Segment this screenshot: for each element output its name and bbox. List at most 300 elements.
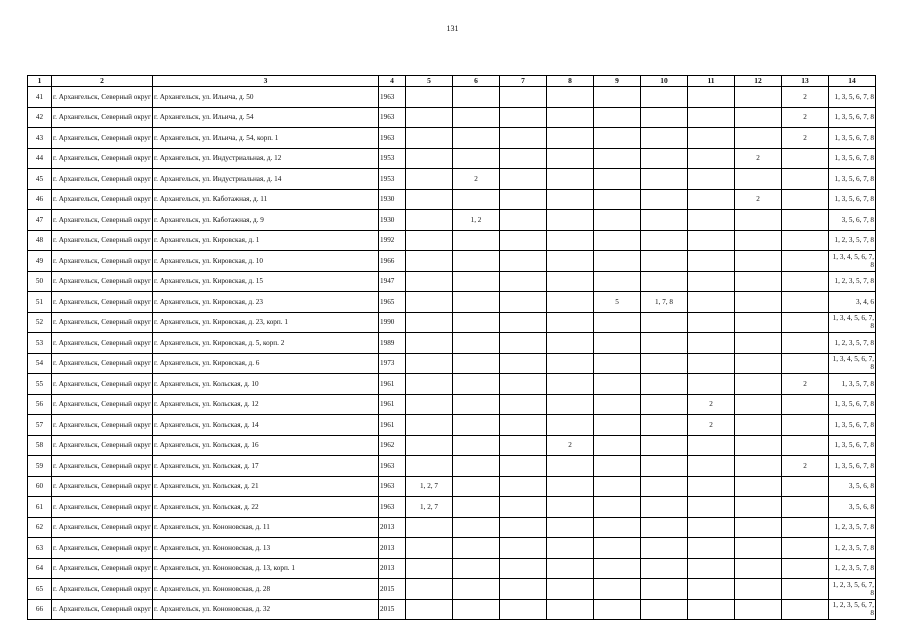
col5-cell bbox=[406, 579, 453, 600]
col12-cell bbox=[735, 558, 782, 579]
col5-cell: 1, 2, 7 bbox=[406, 497, 453, 518]
row-number: 60 bbox=[28, 476, 52, 497]
table-row bbox=[28, 148, 876, 169]
col13-cell bbox=[782, 476, 829, 497]
district-cell: г. Архангельск, Северный округ bbox=[52, 374, 153, 395]
col7-cell bbox=[500, 169, 547, 190]
column-header-9: 9 bbox=[594, 76, 641, 87]
year-cell: 1992 bbox=[379, 230, 406, 251]
col9-cell bbox=[594, 456, 641, 477]
col10-cell bbox=[641, 558, 688, 579]
col7-cell bbox=[500, 415, 547, 436]
col9-cell bbox=[594, 271, 641, 292]
district-cell: г. Архангельск, Северный округ bbox=[52, 435, 153, 456]
col7-cell bbox=[500, 312, 547, 333]
col6-cell bbox=[453, 497, 500, 518]
col10-cell bbox=[641, 579, 688, 600]
col5-cell bbox=[406, 456, 453, 477]
address-cell: г. Архангельск, ул. Кировская, д. 1 bbox=[153, 230, 379, 251]
col12-cell bbox=[735, 394, 782, 415]
col6-cell bbox=[453, 456, 500, 477]
address-cell: г. Архангельск, ул. Кольская, д. 21 bbox=[153, 476, 379, 497]
district-cell: г. Архангельск, Северный округ bbox=[52, 148, 153, 169]
col5-cell: 1, 2, 7 bbox=[406, 476, 453, 497]
col13-cell bbox=[782, 251, 829, 272]
col14-cell: 1, 2, 3, 5, 7, 8 bbox=[829, 517, 876, 538]
col7-cell bbox=[500, 599, 547, 620]
year-cell: 1961 bbox=[379, 415, 406, 436]
col9-cell bbox=[594, 333, 641, 354]
district-cell: г. Архангельск, Северный округ bbox=[52, 333, 153, 354]
row-number: 62 bbox=[28, 517, 52, 538]
table-row bbox=[28, 517, 876, 538]
col6-cell bbox=[453, 251, 500, 272]
district-cell: г. Архангельск, Северный округ bbox=[52, 538, 153, 559]
col6-cell bbox=[453, 87, 500, 108]
col5-cell bbox=[406, 599, 453, 620]
col5-cell bbox=[406, 538, 453, 559]
col6-cell bbox=[453, 579, 500, 600]
header-row bbox=[28, 76, 876, 87]
address-cell: г. Архангельск, ул. Кольская, д. 22 bbox=[153, 497, 379, 518]
col11-cell bbox=[688, 230, 735, 251]
col10-cell bbox=[641, 169, 688, 190]
table-row bbox=[28, 558, 876, 579]
col6-cell bbox=[453, 374, 500, 395]
col5-cell bbox=[406, 558, 453, 579]
col5-cell bbox=[406, 374, 453, 395]
year-cell: 2013 bbox=[379, 558, 406, 579]
col13-cell bbox=[782, 599, 829, 620]
col8-cell bbox=[547, 148, 594, 169]
col14-cell: 3, 4, 6 bbox=[829, 292, 876, 313]
col5-cell bbox=[406, 169, 453, 190]
col10-cell bbox=[641, 210, 688, 231]
row-number: 44 bbox=[28, 148, 52, 169]
col11-cell bbox=[688, 374, 735, 395]
table-row bbox=[28, 333, 876, 354]
year-cell: 1966 bbox=[379, 251, 406, 272]
row-number: 52 bbox=[28, 312, 52, 333]
row-number: 59 bbox=[28, 456, 52, 477]
col6-cell bbox=[453, 128, 500, 149]
district-cell: г. Архангельск, Северный округ bbox=[52, 579, 153, 600]
col5-cell bbox=[406, 415, 453, 436]
col11-cell bbox=[688, 353, 735, 374]
col13-cell bbox=[782, 394, 829, 415]
col14-cell: 1, 2, 3, 5, 7, 8 bbox=[829, 333, 876, 354]
col6-cell: 2 bbox=[453, 169, 500, 190]
col12-cell bbox=[735, 353, 782, 374]
col14-cell: 3, 5, 6, 8 bbox=[829, 497, 876, 518]
row-number: 47 bbox=[28, 210, 52, 231]
col12-cell bbox=[735, 107, 782, 128]
col11-cell: 2 bbox=[688, 415, 735, 436]
row-number: 61 bbox=[28, 497, 52, 518]
col12-cell bbox=[735, 435, 782, 456]
col7-cell bbox=[500, 538, 547, 559]
col10-cell bbox=[641, 107, 688, 128]
address-cell: г. Архангельск, ул. Ильича, д. 54, корп. 1 bbox=[153, 128, 379, 149]
table-row bbox=[28, 189, 876, 210]
col8-cell bbox=[547, 517, 594, 538]
col6-cell bbox=[453, 394, 500, 415]
col10-cell bbox=[641, 353, 688, 374]
table-row bbox=[28, 271, 876, 292]
col9-cell bbox=[594, 107, 641, 128]
address-cell: г. Архангельск, ул. Ильича, д. 50 bbox=[153, 87, 379, 108]
address-cell: г. Архангельск, ул. Ильича, д. 54 bbox=[153, 107, 379, 128]
col10-cell bbox=[641, 599, 688, 620]
col12-cell bbox=[735, 456, 782, 477]
row-number: 51 bbox=[28, 292, 52, 313]
col13-cell bbox=[782, 415, 829, 436]
col11-cell bbox=[688, 107, 735, 128]
year-cell: 1963 bbox=[379, 128, 406, 149]
address-cell: г. Архангельск, ул. Каботажная, д. 11 bbox=[153, 189, 379, 210]
row-number: 42 bbox=[28, 107, 52, 128]
address-cell: г. Архангельск, ул. Кировская, д. 6 bbox=[153, 353, 379, 374]
col10-cell bbox=[641, 456, 688, 477]
col5-cell bbox=[406, 251, 453, 272]
table-row bbox=[28, 107, 876, 128]
col13-cell: 2 bbox=[782, 107, 829, 128]
col7-cell bbox=[500, 189, 547, 210]
district-cell: г. Архангельск, Северный округ bbox=[52, 271, 153, 292]
year-cell: 2013 bbox=[379, 538, 406, 559]
col12-cell bbox=[735, 374, 782, 395]
col6-cell bbox=[453, 599, 500, 620]
col14-cell: 1, 3, 4, 5, 6, 7, 8 bbox=[829, 353, 876, 374]
col9-cell bbox=[594, 189, 641, 210]
col5-cell bbox=[406, 107, 453, 128]
housing-register-table bbox=[27, 75, 876, 620]
col14-cell: 1, 3, 5, 6, 7, 8 bbox=[829, 148, 876, 169]
col11-cell bbox=[688, 497, 735, 518]
col7-cell bbox=[500, 251, 547, 272]
year-cell: 1963 bbox=[379, 87, 406, 108]
address-cell: г. Архангельск, ул. Кировская, д. 5, корп. 2 bbox=[153, 333, 379, 354]
col13-cell bbox=[782, 517, 829, 538]
col9-cell bbox=[594, 476, 641, 497]
address-cell: г. Архангельск, ул. Кировская, д. 10 bbox=[153, 251, 379, 272]
row-number: 46 bbox=[28, 189, 52, 210]
col7-cell bbox=[500, 353, 547, 374]
col9-cell bbox=[594, 251, 641, 272]
col12-cell bbox=[735, 251, 782, 272]
col12-cell bbox=[735, 538, 782, 559]
col6-cell bbox=[453, 353, 500, 374]
year-cell: 1973 bbox=[379, 353, 406, 374]
row-number: 54 bbox=[28, 353, 52, 374]
col8-cell bbox=[547, 456, 594, 477]
col5-cell bbox=[406, 148, 453, 169]
col7-cell bbox=[500, 230, 547, 251]
col8-cell bbox=[547, 312, 594, 333]
col6-cell bbox=[453, 312, 500, 333]
col11-cell bbox=[688, 87, 735, 108]
district-cell: г. Архангельск, Северный округ bbox=[52, 476, 153, 497]
col13-cell: 2 bbox=[782, 128, 829, 149]
col11-cell bbox=[688, 435, 735, 456]
col7-cell bbox=[500, 517, 547, 538]
year-cell: 2013 bbox=[379, 517, 406, 538]
row-number: 65 bbox=[28, 579, 52, 600]
year-cell: 1947 bbox=[379, 271, 406, 292]
district-cell: г. Архангельск, Северный округ bbox=[52, 189, 153, 210]
col12-cell bbox=[735, 312, 782, 333]
address-cell: г. Архангельск, ул. Кононовская, д. 13, корп. 1 bbox=[153, 558, 379, 579]
district-cell: г. Архангельск, Северный округ bbox=[52, 292, 153, 313]
col12-cell: 2 bbox=[735, 189, 782, 210]
col14-cell: 3, 5, 6, 7, 8 bbox=[829, 210, 876, 231]
col7-cell bbox=[500, 497, 547, 518]
col10-cell bbox=[641, 189, 688, 210]
row-number: 41 bbox=[28, 87, 52, 108]
row-number: 48 bbox=[28, 230, 52, 251]
district-cell: г. Архангельск, Северный округ bbox=[52, 558, 153, 579]
district-cell: г. Архангельск, Северный округ bbox=[52, 456, 153, 477]
col12-cell bbox=[735, 415, 782, 436]
address-cell: г. Архангельск, ул. Индустриальная, д. 14 bbox=[153, 169, 379, 190]
column-header-10: 10 bbox=[641, 76, 688, 87]
column-header-7: 7 bbox=[500, 76, 547, 87]
col14-cell: 1, 3, 5, 6, 7, 8 bbox=[829, 107, 876, 128]
col9-cell bbox=[594, 374, 641, 395]
col14-cell: 1, 2, 3, 5, 6, 7, 8 bbox=[829, 599, 876, 620]
col8-cell bbox=[547, 538, 594, 559]
table-row bbox=[28, 210, 876, 231]
column-header-14: 14 bbox=[829, 76, 876, 87]
row-number: 57 bbox=[28, 415, 52, 436]
row-number: 56 bbox=[28, 394, 52, 415]
table-row bbox=[28, 538, 876, 559]
col8-cell bbox=[547, 476, 594, 497]
col11-cell bbox=[688, 128, 735, 149]
col7-cell bbox=[500, 579, 547, 600]
col6-cell bbox=[453, 558, 500, 579]
col8-cell bbox=[547, 579, 594, 600]
col7-cell bbox=[500, 456, 547, 477]
district-cell: г. Архангельск, Северный округ bbox=[52, 210, 153, 231]
col8-cell bbox=[547, 210, 594, 231]
col11-cell bbox=[688, 476, 735, 497]
year-cell: 1962 bbox=[379, 435, 406, 456]
column-header-12: 12 bbox=[735, 76, 782, 87]
col6-cell bbox=[453, 271, 500, 292]
col5-cell bbox=[406, 210, 453, 231]
col13-cell bbox=[782, 230, 829, 251]
year-cell: 2015 bbox=[379, 599, 406, 620]
col10-cell bbox=[641, 394, 688, 415]
address-cell: г. Архангельск, ул. Кольская, д. 17 bbox=[153, 456, 379, 477]
address-cell: г. Архангельск, ул. Каботажная, д. 9 bbox=[153, 210, 379, 231]
district-cell: г. Архангельск, Северный округ bbox=[52, 599, 153, 620]
col8-cell bbox=[547, 497, 594, 518]
col11-cell bbox=[688, 148, 735, 169]
col7-cell bbox=[500, 292, 547, 313]
row-number: 43 bbox=[28, 128, 52, 149]
year-cell: 1953 bbox=[379, 148, 406, 169]
col13-cell bbox=[782, 312, 829, 333]
table-row bbox=[28, 415, 876, 436]
col5-cell bbox=[406, 394, 453, 415]
col5-cell bbox=[406, 271, 453, 292]
col11-cell bbox=[688, 312, 735, 333]
col14-cell: 1, 2, 3, 5, 6, 7, 8 bbox=[829, 579, 876, 600]
year-cell: 1953 bbox=[379, 169, 406, 190]
column-header-13: 13 bbox=[782, 76, 829, 87]
col12-cell bbox=[735, 169, 782, 190]
col8-cell bbox=[547, 374, 594, 395]
row-number: 45 bbox=[28, 169, 52, 190]
col10-cell bbox=[641, 374, 688, 395]
col5-cell bbox=[406, 292, 453, 313]
col9-cell: 5 bbox=[594, 292, 641, 313]
row-number: 63 bbox=[28, 538, 52, 559]
year-cell: 1990 bbox=[379, 312, 406, 333]
col10-cell bbox=[641, 517, 688, 538]
col9-cell bbox=[594, 517, 641, 538]
col7-cell bbox=[500, 558, 547, 579]
col5-cell bbox=[406, 128, 453, 149]
col8-cell bbox=[547, 599, 594, 620]
col13-cell: 2 bbox=[782, 374, 829, 395]
col14-cell: 1, 3, 4, 5, 6, 7, 8 bbox=[829, 251, 876, 272]
col7-cell bbox=[500, 271, 547, 292]
row-number: 64 bbox=[28, 558, 52, 579]
col8-cell bbox=[547, 230, 594, 251]
col7-cell bbox=[500, 435, 547, 456]
col11-cell: 2 bbox=[688, 394, 735, 415]
col7-cell bbox=[500, 394, 547, 415]
col10-cell bbox=[641, 312, 688, 333]
col13-cell bbox=[782, 497, 829, 518]
col9-cell bbox=[594, 128, 641, 149]
col12-cell bbox=[735, 128, 782, 149]
col13-cell bbox=[782, 353, 829, 374]
table-row bbox=[28, 394, 876, 415]
col11-cell bbox=[688, 599, 735, 620]
col10-cell bbox=[641, 435, 688, 456]
col7-cell bbox=[500, 128, 547, 149]
col12-cell bbox=[735, 333, 782, 354]
year-cell: 1930 bbox=[379, 210, 406, 231]
col10-cell bbox=[641, 251, 688, 272]
col8-cell bbox=[547, 333, 594, 354]
address-cell: г. Архангельск, ул. Кононовская, д. 11 bbox=[153, 517, 379, 538]
col8-cell bbox=[547, 128, 594, 149]
district-cell: г. Архангельск, Северный округ bbox=[52, 497, 153, 518]
col9-cell bbox=[594, 558, 641, 579]
col8-cell bbox=[547, 251, 594, 272]
row-number: 66 bbox=[28, 599, 52, 620]
year-cell: 1989 bbox=[379, 333, 406, 354]
col9-cell bbox=[594, 538, 641, 559]
col8-cell bbox=[547, 353, 594, 374]
col8-cell bbox=[547, 87, 594, 108]
col14-cell: 1, 2, 3, 5, 7, 8 bbox=[829, 230, 876, 251]
table-row bbox=[28, 169, 876, 190]
table-row bbox=[28, 251, 876, 272]
table-row bbox=[28, 497, 876, 518]
col11-cell bbox=[688, 538, 735, 559]
table-row bbox=[28, 456, 876, 477]
col11-cell bbox=[688, 558, 735, 579]
district-cell: г. Архангельск, Северный округ bbox=[52, 394, 153, 415]
col6-cell bbox=[453, 435, 500, 456]
col5-cell bbox=[406, 87, 453, 108]
col9-cell bbox=[594, 169, 641, 190]
col10-cell bbox=[641, 415, 688, 436]
table-row bbox=[28, 128, 876, 149]
col8-cell bbox=[547, 292, 594, 313]
year-cell: 1963 bbox=[379, 107, 406, 128]
table-body bbox=[28, 87, 876, 620]
col13-cell bbox=[782, 271, 829, 292]
column-header-3: 3 bbox=[153, 76, 379, 87]
col14-cell: 1, 2, 3, 5, 7, 8 bbox=[829, 558, 876, 579]
column-header-11: 11 bbox=[688, 76, 735, 87]
col8-cell bbox=[547, 558, 594, 579]
table-row bbox=[28, 374, 876, 395]
col11-cell bbox=[688, 210, 735, 231]
district-cell: г. Архангельск, Северный округ bbox=[52, 87, 153, 108]
address-cell: г. Архангельск, ул. Кировская, д. 15 bbox=[153, 271, 379, 292]
year-cell: 1930 bbox=[379, 189, 406, 210]
col14-cell: 1, 3, 5, 6, 7, 8 bbox=[829, 435, 876, 456]
col10-cell bbox=[641, 333, 688, 354]
col7-cell bbox=[500, 374, 547, 395]
table-row bbox=[28, 353, 876, 374]
col7-cell bbox=[500, 476, 547, 497]
column-header-2: 2 bbox=[52, 76, 153, 87]
col6-cell bbox=[453, 538, 500, 559]
col13-cell bbox=[782, 210, 829, 231]
col5-cell bbox=[406, 312, 453, 333]
row-number: 58 bbox=[28, 435, 52, 456]
col9-cell bbox=[594, 435, 641, 456]
year-cell: 1963 bbox=[379, 497, 406, 518]
col12-cell bbox=[735, 579, 782, 600]
col12-cell bbox=[735, 292, 782, 313]
year-cell: 1963 bbox=[379, 456, 406, 477]
col9-cell bbox=[594, 353, 641, 374]
col12-cell bbox=[735, 87, 782, 108]
col8-cell: 2 bbox=[547, 435, 594, 456]
col5-cell bbox=[406, 435, 453, 456]
col11-cell bbox=[688, 169, 735, 190]
year-cell: 1965 bbox=[379, 292, 406, 313]
row-number: 53 bbox=[28, 333, 52, 354]
col9-cell bbox=[594, 312, 641, 333]
col14-cell: 1, 2, 3, 5, 7, 8 bbox=[829, 538, 876, 559]
district-cell: г. Архангельск, Северный округ bbox=[52, 353, 153, 374]
col13-cell bbox=[782, 292, 829, 313]
col13-cell bbox=[782, 169, 829, 190]
col9-cell bbox=[594, 210, 641, 231]
col5-cell bbox=[406, 333, 453, 354]
col12-cell bbox=[735, 230, 782, 251]
district-cell: г. Архангельск, Северный округ bbox=[52, 169, 153, 190]
col11-cell bbox=[688, 333, 735, 354]
col14-cell: 1, 3, 5, 6, 7, 8 bbox=[829, 456, 876, 477]
col10-cell: 1, 7, 8 bbox=[641, 292, 688, 313]
district-cell: г. Архангельск, Северный округ bbox=[52, 415, 153, 436]
year-cell: 1963 bbox=[379, 476, 406, 497]
col5-cell bbox=[406, 353, 453, 374]
col14-cell: 1, 3, 5, 6, 7, 8 bbox=[829, 169, 876, 190]
